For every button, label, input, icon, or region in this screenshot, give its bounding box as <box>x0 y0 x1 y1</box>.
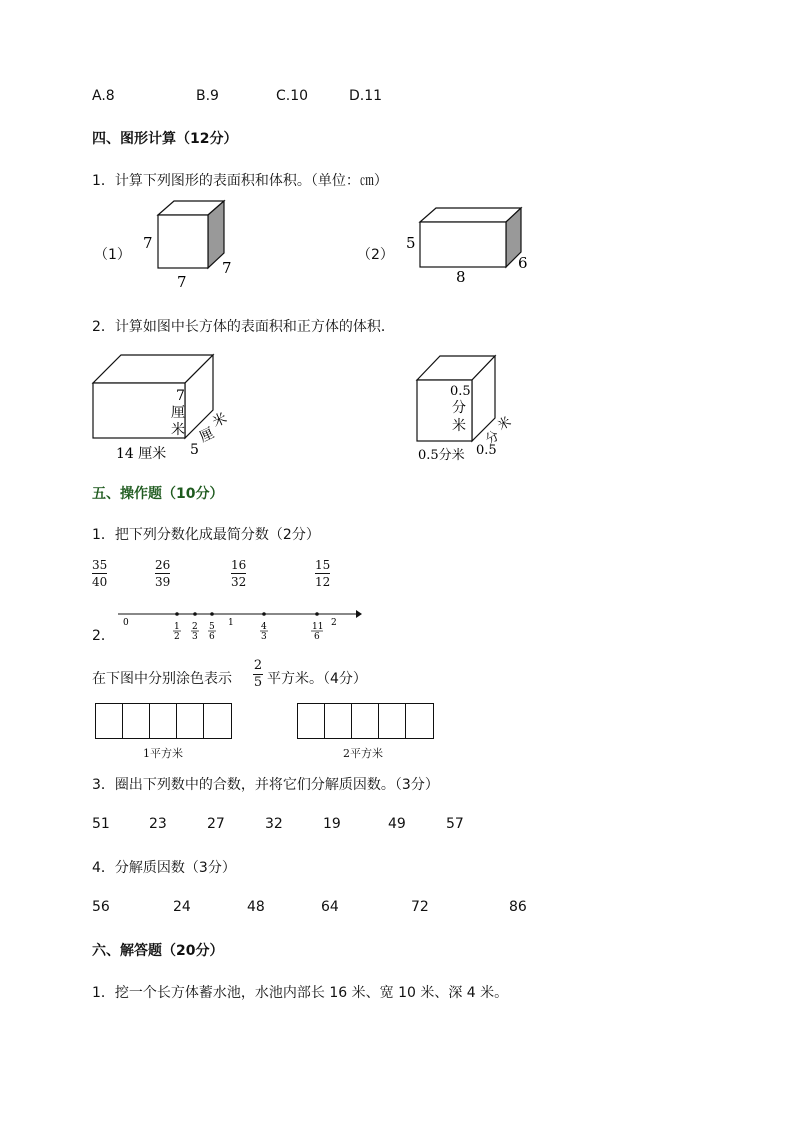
grid1-cell[interactable] <box>123 704 150 738</box>
fig1-label: （1） <box>94 247 131 263</box>
q3-number[interactable]: 49 <box>388 816 406 832</box>
cuboid-width-unit2: 米 <box>210 410 230 431</box>
q4-number: 86 <box>509 899 527 915</box>
section5-title: 五、操作题（10分） <box>92 486 224 502</box>
cube-height-num: 0.5 <box>450 384 471 399</box>
q4-number: 72 <box>411 899 429 915</box>
svg-text:2: 2 <box>174 632 180 642</box>
nl-point-1-2 <box>175 612 179 616</box>
nl-point-2-3 <box>193 612 197 616</box>
nl-tick-1: 1 <box>228 618 234 628</box>
section4-title: 四、图形计算（12分） <box>92 131 238 147</box>
option-a: A.8 <box>92 88 115 104</box>
fraction-35-40: 35 40 <box>92 558 108 589</box>
fig1-dim-right: 7 <box>222 259 232 277</box>
cube-figure-q2 <box>410 350 530 465</box>
svg-text:3: 3 <box>261 632 267 642</box>
q3-number[interactable]: 32 <box>265 816 283 832</box>
cuboid-height-unit2: 米 <box>171 422 185 438</box>
nl-point-11-6 <box>315 612 319 616</box>
cube-height-unit2: 米 <box>452 418 466 434</box>
fig2-dim-bottom: 8 <box>456 268 466 285</box>
nl-point-4-3 <box>262 612 266 616</box>
svg-text:5: 5 <box>209 622 215 632</box>
number-line <box>112 604 364 644</box>
cube-depth-unit1: 分 <box>483 428 503 448</box>
cube-depth-unit2: 米 <box>495 414 515 434</box>
grid1-cell[interactable] <box>150 704 177 738</box>
q3-number[interactable]: 19 <box>323 816 341 832</box>
cuboid-figure-q2 <box>88 350 238 462</box>
q3-number[interactable]: 27 <box>207 816 225 832</box>
cube-height-unit1: 分 <box>452 400 466 416</box>
svg-text:11: 11 <box>312 622 324 632</box>
grid2-label: 2平方米 <box>343 747 383 760</box>
q3-number[interactable]: 51 <box>92 816 110 832</box>
grid2-cell[interactable] <box>406 704 433 738</box>
grid2-cell[interactable] <box>325 704 352 738</box>
svg-text:2: 2 <box>192 622 198 632</box>
fraction-15-12: 15 12 <box>315 558 331 589</box>
cuboid-width-num: 5 <box>190 442 199 458</box>
fig1-dim-left: 7 <box>143 234 153 252</box>
fraction-16-32: 16 32 <box>231 558 247 589</box>
option-c: C.10 <box>276 88 309 104</box>
shade-text-before: 在下图中分别涂色表示 <box>92 671 232 687</box>
svg-text:1: 1 <box>174 622 180 632</box>
option-d: D.11 <box>349 88 383 104</box>
grid-2-square-meter[interactable] <box>297 703 434 739</box>
cuboid-figure-2 <box>400 200 535 285</box>
cube-depth-num: 0.5 <box>476 443 497 458</box>
fig1-dim-bottom: 7 <box>177 273 187 290</box>
option-b: B.9 <box>196 88 219 104</box>
shade-text-after: 平方米。（4分） <box>267 671 367 687</box>
cube-figure-1 <box>140 195 240 290</box>
shade-fraction: 2 5 <box>253 658 263 690</box>
svg-text:3: 3 <box>192 632 198 642</box>
section5-q4-text: 4．分解质因数（3分） <box>92 860 236 876</box>
q4-number: 56 <box>92 899 110 915</box>
cube-length: 0.5分米 <box>418 448 465 463</box>
q3-number[interactable]: 57 <box>446 816 464 832</box>
grid-1-square-meter[interactable] <box>95 703 232 739</box>
q3-number[interactable]: 23 <box>149 816 167 832</box>
grid2-cell[interactable] <box>379 704 406 738</box>
section4-q2-text: 2．计算如图中长方体的表面积和正方体的体积． <box>92 319 395 335</box>
svg-text:6: 6 <box>209 632 215 642</box>
cuboid-length: 14 厘米 <box>116 446 167 462</box>
cuboid-height-num: 7 <box>176 388 185 404</box>
grid1-cell[interactable] <box>177 704 204 738</box>
nl-point-5-6 <box>210 612 214 616</box>
section4-q1-text: 1．计算下列图形的表面积和体积。（单位：㎝） <box>92 173 388 189</box>
q4-number: 24 <box>173 899 191 915</box>
section5-q3-text: 3．圈出下列数中的合数，并将它们分解质因数。（3分） <box>92 777 439 793</box>
grid2-cell[interactable] <box>352 704 379 738</box>
nl-tick-2: 2 <box>331 618 337 628</box>
cuboid-width-unit1: 厘 <box>197 425 217 446</box>
fig2-label: （2） <box>357 247 394 263</box>
grid2-cell[interactable] <box>298 704 325 738</box>
fraction-26-39: 26 39 <box>155 558 171 589</box>
q4-number: 48 <box>247 899 265 915</box>
section6-title: 六、解答题（20分） <box>92 943 224 959</box>
cuboid-height-unit1: 厘 <box>171 405 185 421</box>
svg-text:6: 6 <box>314 632 320 642</box>
svg-text:4: 4 <box>261 622 267 632</box>
grid1-label: 1平方米 <box>143 747 183 760</box>
grid1-cell[interactable] <box>204 704 231 738</box>
section5-q2-label: 2． <box>92 628 115 644</box>
section6-q1-text: 1．挖一个长方体蓄水池，水池内部长 16 米、宽 10 米、深 4 米。 <box>92 985 509 1001</box>
fig2-dim-left: 5 <box>406 234 416 252</box>
q4-number: 64 <box>321 899 339 915</box>
grid1-cell[interactable] <box>96 704 123 738</box>
fig2-dim-right: 6 <box>518 254 528 272</box>
nl-tick-0: 0 <box>123 618 129 628</box>
section5-q1-text: 1．把下列分数化成最简分数（2分） <box>92 527 320 543</box>
